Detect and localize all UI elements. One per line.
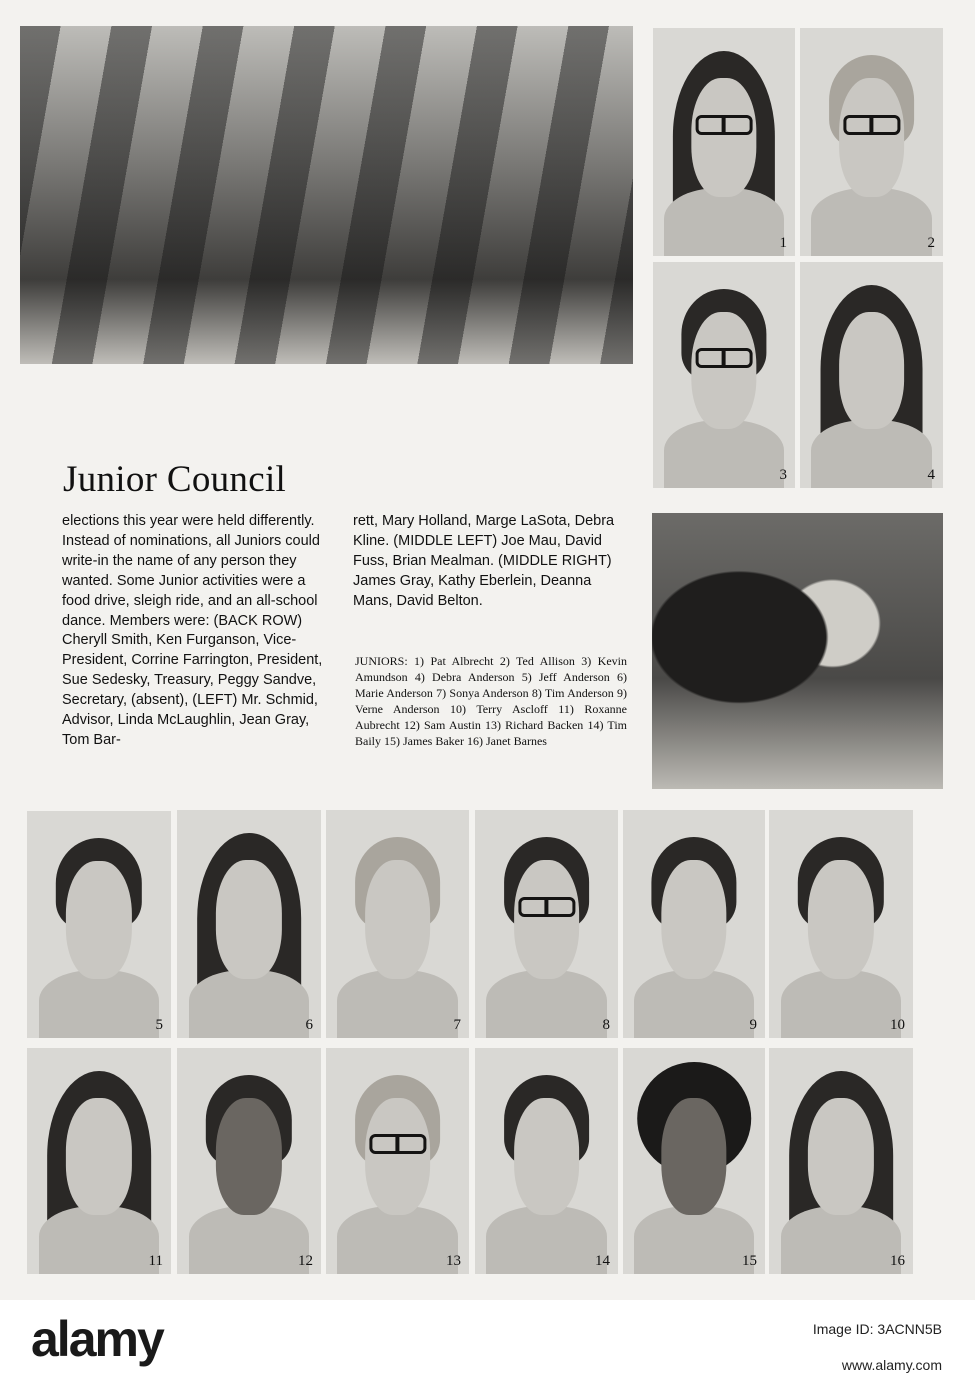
portrait-16	[769, 1048, 913, 1274]
brand-logo: alamy	[31, 1311, 163, 1367]
portrait-9	[623, 810, 765, 1038]
portrait-number: 4	[927, 467, 935, 483]
portrait-6	[177, 810, 321, 1038]
portrait-15	[623, 1048, 765, 1274]
portrait-10	[769, 810, 913, 1038]
portrait-number: 9	[749, 1017, 757, 1033]
portrait-number: 16	[890, 1253, 905, 1269]
portrait-5	[27, 811, 171, 1038]
portrait-8	[475, 810, 618, 1038]
portrait-number: 2	[927, 235, 935, 251]
portrait-number: 6	[305, 1017, 313, 1033]
portrait-number: 13	[446, 1253, 461, 1269]
portrait-4	[800, 262, 943, 488]
portrait-number: 1	[779, 235, 787, 251]
portrait-number: 8	[602, 1017, 610, 1033]
candid-photo	[652, 513, 943, 789]
brand-url: www.alamy.com	[841, 1357, 942, 1373]
portrait-1	[653, 28, 795, 256]
portrait-number: 5	[155, 1017, 163, 1033]
article-text-left: elections this year were held differently. Instead of nominations, all Juniors could write-in the name of any person they wanted. Some Junior activities were a food drive, sleigh ride, and an all-school dance. Members were: (BACK ROW) Cheryll Smith, Ken Furganson, Vice-President, Corrine Farrington, President, Sue Sedesky, Treasury, Peggy Sandve, Secretary, (absent), (LEFT) Mr. Schmid, Advisor, Linda McLaughlin, Jean Gray, Tom Bar-	[62, 513, 323, 748]
portrait-number: 11	[148, 1253, 163, 1269]
portrait-13	[326, 1048, 469, 1274]
article-text-right: rett, Mary Holland, Marge LaSota, Debra Kline. (MIDDLE LEFT) Joe Mau, David Fuss, Brian Mealman. (MIDDLE RIGHT) James Gray, Kathy Eberlein, Deanna Mans, David Belton.	[353, 513, 615, 609]
group-photo	[20, 26, 633, 364]
portrait-3	[653, 262, 795, 488]
image-id: Image ID: 3ACNN5B	[812, 1321, 942, 1337]
page-title: Junior Council	[63, 459, 287, 500]
portrait-number: 3	[779, 467, 787, 483]
portrait-number: 12	[298, 1253, 313, 1269]
portrait-number: 10	[890, 1017, 905, 1033]
portrait-12	[177, 1048, 321, 1274]
portrait-2	[800, 28, 943, 256]
portrait-11	[27, 1048, 171, 1274]
portrait-number: 15	[742, 1253, 757, 1269]
portrait-number: 7	[453, 1017, 461, 1033]
portrait-7	[326, 810, 469, 1038]
juniors-caption: JUNIORS: 1) Pat Albrecht 2) Ted Allison 3) Kevin Amundson 4) Debra Anderson 5) Jeff Anderson 6) Marie Anderson 7) Sonya Anderson 8) Tim Anderson 9) Verne Anderson 10) Terry Ascloff 11) Roxanne Aubrecht 12) Sam Austin 13) Richard Backen 14) Tim Baily 15) James Baker 16) Janet Barnes	[355, 654, 627, 748]
portrait-number: 14	[595, 1253, 610, 1269]
portrait-14	[475, 1048, 618, 1274]
